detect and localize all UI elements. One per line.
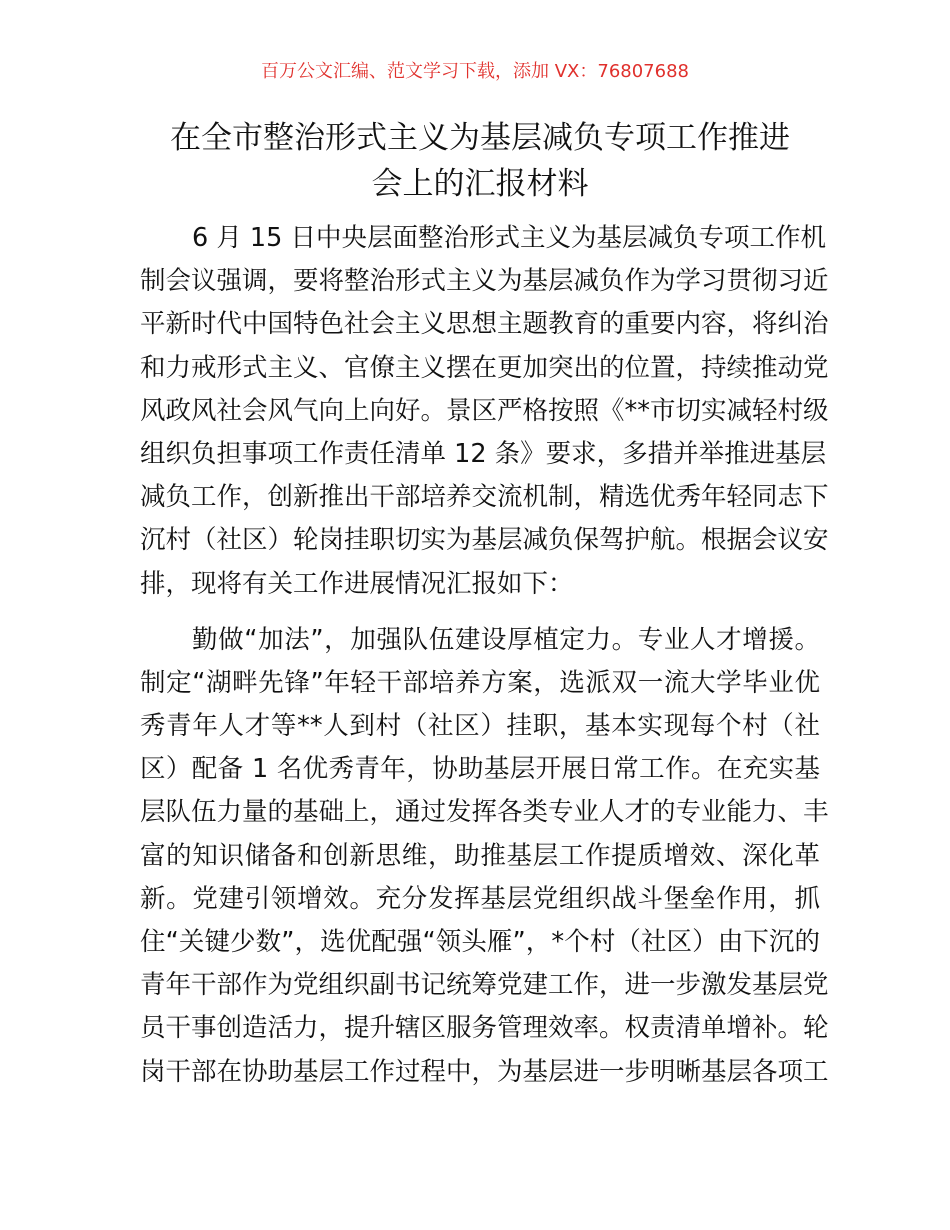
text-line: 和力戒形式主义、官僚主义摆在更加突出的位置，持续推动党 bbox=[140, 352, 829, 383]
text-line: 青年干部作为党组织副书记统筹党建工作，进一步激发基层党 bbox=[140, 970, 829, 1001]
document-body bbox=[140, 217, 829, 1107]
text-line: 层队伍力量的基础上，通过发挥各类专业人才的专业能力、丰 bbox=[140, 797, 829, 828]
text-line: 制会议强调，要将整治形式主义为基层减负作为学习贯彻习近 bbox=[140, 266, 829, 297]
text-line: 员干事创造活力，提升辖区服务管理效率。权责清单增补。轮 bbox=[140, 1013, 829, 1044]
text-line: 组织负担事项工作责任清单 12 条》要求，多措并举推进基层 bbox=[140, 438, 827, 469]
text-line: 平新时代中国特色社会主义思想主题教育的重要内容，将纠治 bbox=[140, 309, 829, 340]
text-line: 风政风社会风气向上向好。景区严格按照《**市切实减轻村级 bbox=[140, 395, 829, 426]
title-line-1: 在全市整治形式主义为基层减负专项工作推进 bbox=[170, 120, 790, 156]
text-line: 区）配备 1 名优秀青年，协助基层开展日常工作。在充实基 bbox=[140, 754, 820, 785]
text-line: 排，现将有关工作进展情况汇报如下： bbox=[140, 568, 574, 599]
document-title bbox=[140, 115, 820, 207]
text-line: 岗干部在协助基层工作过程中，为基层进一步明晰基层各项工 bbox=[140, 1056, 829, 1087]
watermark-header: 百万公文汇编、范文学习下载，添加 VX：76807688 bbox=[261, 61, 689, 82]
title-line-2: 会上的汇报材料 bbox=[371, 166, 589, 202]
text-line: 沉村（社区）轮岗挂职切实为基层减负保驾护航。根据会议安 bbox=[140, 525, 829, 556]
text-line: 富的知识储备和创新思维，助推基层工作提质增效、深化革 bbox=[140, 840, 820, 871]
text-line: 新。党建引领增效。充分发挥基层党组织战斗堡垒作用，抓 bbox=[140, 883, 820, 914]
text-line: 制定“湖畔先锋”年轻干部培养方案，选派双一流大学毕业优 bbox=[140, 667, 820, 698]
text-line: 6 月 15 日中央层面整治形式主义为基层减负专项工作机 bbox=[192, 223, 826, 253]
text-line: 住“关键少数”，选优配强“领头雁”，*个村（社区）由下沉的 bbox=[140, 927, 820, 957]
text-line: 勤做“加法”，加强队伍建设厚植定力。专业人才增援。 bbox=[192, 624, 820, 655]
text-line: 秀青年人才等**人到村（社区）挂职，基本实现每个村（社 bbox=[140, 711, 820, 742]
text-line: 减负工作，创新推出干部培养交流机制，精选优秀年轻同志下 bbox=[140, 482, 829, 513]
paragraph-2 bbox=[140, 619, 829, 1094]
paragraph-1 bbox=[140, 217, 829, 606]
